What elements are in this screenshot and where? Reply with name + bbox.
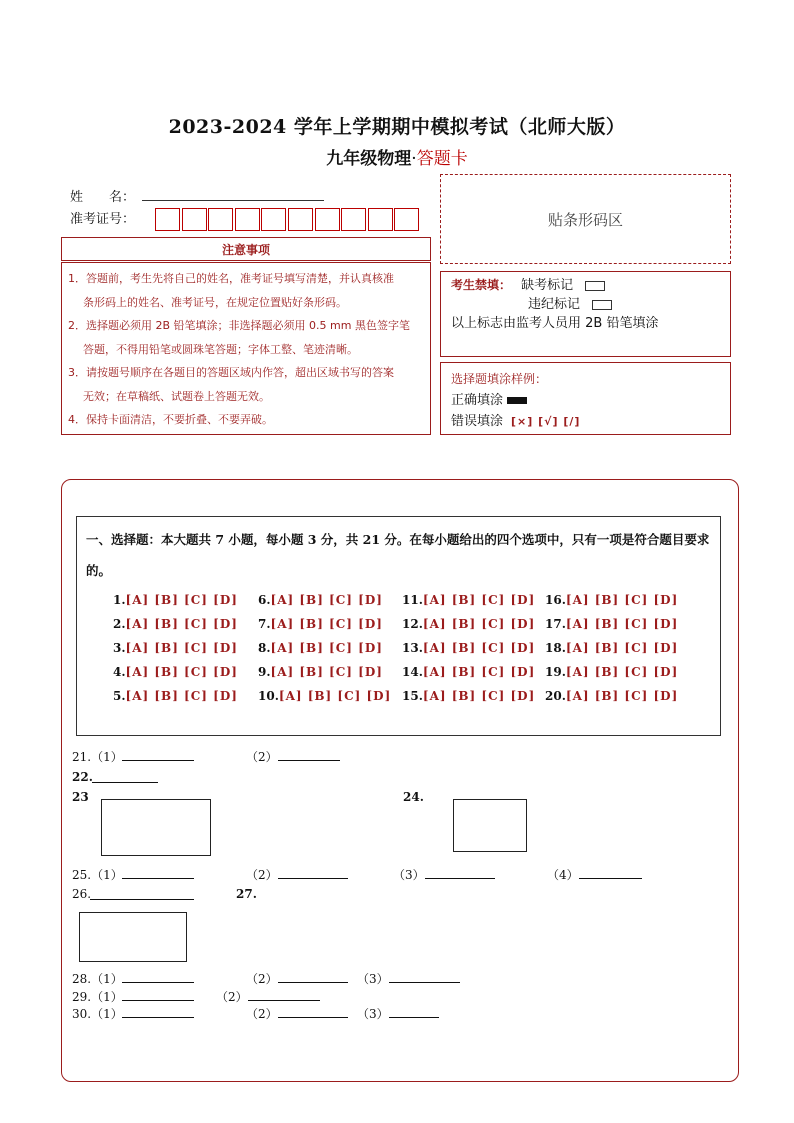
candidate-restricted-box — [440, 271, 731, 357]
q28-answer-2[interactable] — [278, 970, 348, 983]
q28-2-label: （2） — [246, 972, 278, 986]
id-digit-box[interactable] — [341, 208, 366, 231]
candidate-note: 以上标志由监考人员用 2B 铅笔填涂 — [451, 316, 659, 331]
q24-drawing-box[interactable] — [453, 799, 527, 852]
q28-3-label: （3） — [357, 972, 389, 986]
q23-label: 23 — [72, 790, 89, 804]
q28-answer-3[interactable] — [389, 970, 460, 983]
q25-3-label: （3） — [393, 868, 425, 882]
mc-column-2 — [258, 588, 391, 708]
q30-answer-1[interactable] — [122, 1005, 194, 1018]
id-digit-box[interactable] — [235, 208, 260, 231]
mc-question[interactable]: 12.[A] [B] [C] [D] — [402, 617, 536, 631]
subtitle-subject: 九年级物理 — [326, 149, 412, 169]
barcode-label: 贴条形码区 — [547, 210, 623, 229]
absent-mark-box[interactable] — [585, 281, 605, 291]
mc-question[interactable]: 10.[A] [B] [C] [D] — [258, 689, 392, 703]
subtitle-separator: · — [411, 149, 417, 169]
q30-2-label: （2） — [246, 1007, 278, 1021]
mc-question[interactable]: 11.[A] [B] [C] [D] — [402, 593, 536, 607]
q30-label: 30.（1） — [72, 1007, 123, 1021]
mc-question[interactable]: 2.[A] [B] [C] [D] — [113, 617, 238, 631]
mc-question[interactable]: 3.[A] [B] [C] [D] — [113, 641, 238, 655]
wrong-fill-label: 错误填涂 — [451, 414, 504, 429]
q21-label: 21.（1） — [72, 750, 123, 764]
correct-fill-label: 正确填涂 — [451, 393, 504, 408]
q23-drawing-box[interactable] — [101, 799, 211, 856]
q28-answer-1[interactable] — [122, 970, 194, 983]
q30-3-label: （3） — [357, 1007, 389, 1021]
q25-answer-1[interactable] — [122, 866, 194, 879]
mc-question[interactable]: 6.[A] [B] [C] [D] — [258, 593, 383, 607]
id-digit-box[interactable] — [182, 208, 207, 231]
mc-question[interactable]: 15.[A] [B] [C] [D] — [402, 689, 536, 703]
id-label: 准考证号： — [70, 212, 136, 227]
notice-item: 2．选择题必须用 2B 铅笔填涂；非选择题必须用 0.5 mm 黑色签字笔 — [68, 319, 410, 332]
mc-question[interactable]: 16.[A] [B] [C] [D] — [545, 593, 679, 607]
candidate-restricted-label: 考生禁填： — [451, 278, 512, 292]
subtitle-answer-card: 答题卡 — [416, 149, 468, 169]
mc-question[interactable]: 18.[A] [B] [C] [D] — [545, 641, 679, 655]
id-digit-box[interactable] — [394, 208, 419, 231]
fill-sample-label: 选择题填涂样例： — [451, 372, 548, 386]
fill-sample-box — [440, 362, 731, 435]
q26-answer[interactable] — [90, 887, 194, 900]
name-field[interactable] — [142, 199, 324, 201]
mc-question[interactable]: 9.[A] [B] [C] [D] — [258, 665, 383, 679]
q27-label: 27. — [236, 887, 257, 901]
q26-label: 26. — [72, 887, 92, 901]
correct-fill-example — [507, 397, 527, 404]
notice-box — [61, 262, 431, 435]
q25-label: 25.（1） — [72, 868, 123, 882]
q29-2-label: （2） — [216, 990, 248, 1004]
violation-mark-box[interactable] — [592, 300, 612, 310]
q25-answer-2[interactable] — [278, 866, 348, 879]
name-label: 姓 名： — [70, 190, 136, 205]
q26-drawing-box[interactable] — [79, 912, 187, 962]
q25-2-label: （2） — [246, 868, 278, 882]
mc-question[interactable]: 7.[A] [B] [C] [D] — [258, 617, 383, 631]
q22-label: 22. — [72, 770, 93, 784]
mc-question[interactable]: 13.[A] [B] [C] [D] — [402, 641, 536, 655]
id-digit-box[interactable] — [368, 208, 393, 231]
id-digit-box[interactable] — [288, 208, 313, 231]
q30-answer-3[interactable] — [389, 1005, 439, 1018]
mc-question[interactable]: 5.[A] [B] [C] [D] — [113, 689, 238, 703]
q25-answer-4[interactable] — [579, 866, 642, 879]
notice-item: 条形码上的姓名、准考证号，在规定位置贴好条形码。 — [83, 295, 347, 309]
notice-item: 无效；在草稿纸、试题卷上答题无效。 — [83, 389, 270, 403]
mc-column-4 — [545, 588, 678, 708]
q21-answer-1[interactable] — [122, 748, 194, 761]
mc-question[interactable]: 17.[A] [B] [C] [D] — [545, 617, 679, 631]
page-subtitle — [0, 144, 794, 169]
q29-answer-1[interactable] — [122, 988, 194, 1001]
q21-2-label: （2） — [246, 750, 278, 764]
id-digit-box[interactable] — [155, 208, 180, 231]
id-digit-box[interactable] — [208, 208, 233, 231]
notice-heading: 注意事项 — [61, 237, 431, 261]
q24-label: 24. — [403, 790, 424, 804]
q29-answer-2[interactable] — [248, 988, 320, 1001]
id-digit-box[interactable] — [261, 208, 286, 231]
mc-question[interactable]: 4.[A] [B] [C] [D] — [113, 665, 238, 679]
notice-item: 4．保持卡面清洁，不要折叠、不要弄破。 — [68, 413, 273, 426]
wrong-fill-examples: [×] [√] [/] — [511, 415, 581, 428]
q25-4-label: （4） — [547, 868, 579, 882]
mc-column-3 — [402, 588, 535, 708]
mc-question[interactable]: 19.[A] [B] [C] [D] — [545, 665, 679, 679]
notice-item: 答题，不得用铅笔或圆珠笔答题；字体工整、笔迹清晰。 — [83, 342, 358, 356]
q25-answer-3[interactable] — [425, 866, 495, 879]
q22-answer[interactable] — [92, 770, 158, 783]
section1-instruction: 一、选择题：本大题共 7 小题，每小题 3 分，共 21 分。在每小题给出的四个选项中，只有一项是符合题目要求的。 — [86, 532, 710, 578]
violation-mark-label: 违纪标记 — [528, 297, 581, 312]
mc-question[interactable]: 14.[A] [B] [C] [D] — [402, 665, 536, 679]
mc-column-1 — [113, 588, 238, 708]
absent-mark-label: 缺考标记 — [521, 278, 574, 293]
notice-item: 3．请按题号顺序在各题目的答题区域内作答，超出区域书写的答案 — [68, 366, 394, 379]
mc-question[interactable]: 8.[A] [B] [C] [D] — [258, 641, 383, 655]
q28-label: 28.（1） — [72, 972, 123, 986]
q30-answer-2[interactable] — [278, 1005, 348, 1018]
id-digit-box[interactable] — [315, 208, 340, 231]
mc-question[interactable]: 1.[A] [B] [C] [D] — [113, 593, 238, 607]
page-title: 2023-2024 学年上学期期中模拟考试（北师大版） — [168, 116, 626, 138]
q21-answer-2[interactable] — [278, 748, 340, 761]
notice-item: 1．答题前，考生先将自己的姓名，准考证号填写清楚，并认真核准 — [68, 272, 394, 285]
barcode-area — [440, 174, 731, 264]
q29-label: 29.（1） — [72, 990, 123, 1004]
mc-question[interactable]: 20.[A] [B] [C] [D] — [545, 689, 679, 703]
id-number-boxes — [155, 208, 421, 231]
